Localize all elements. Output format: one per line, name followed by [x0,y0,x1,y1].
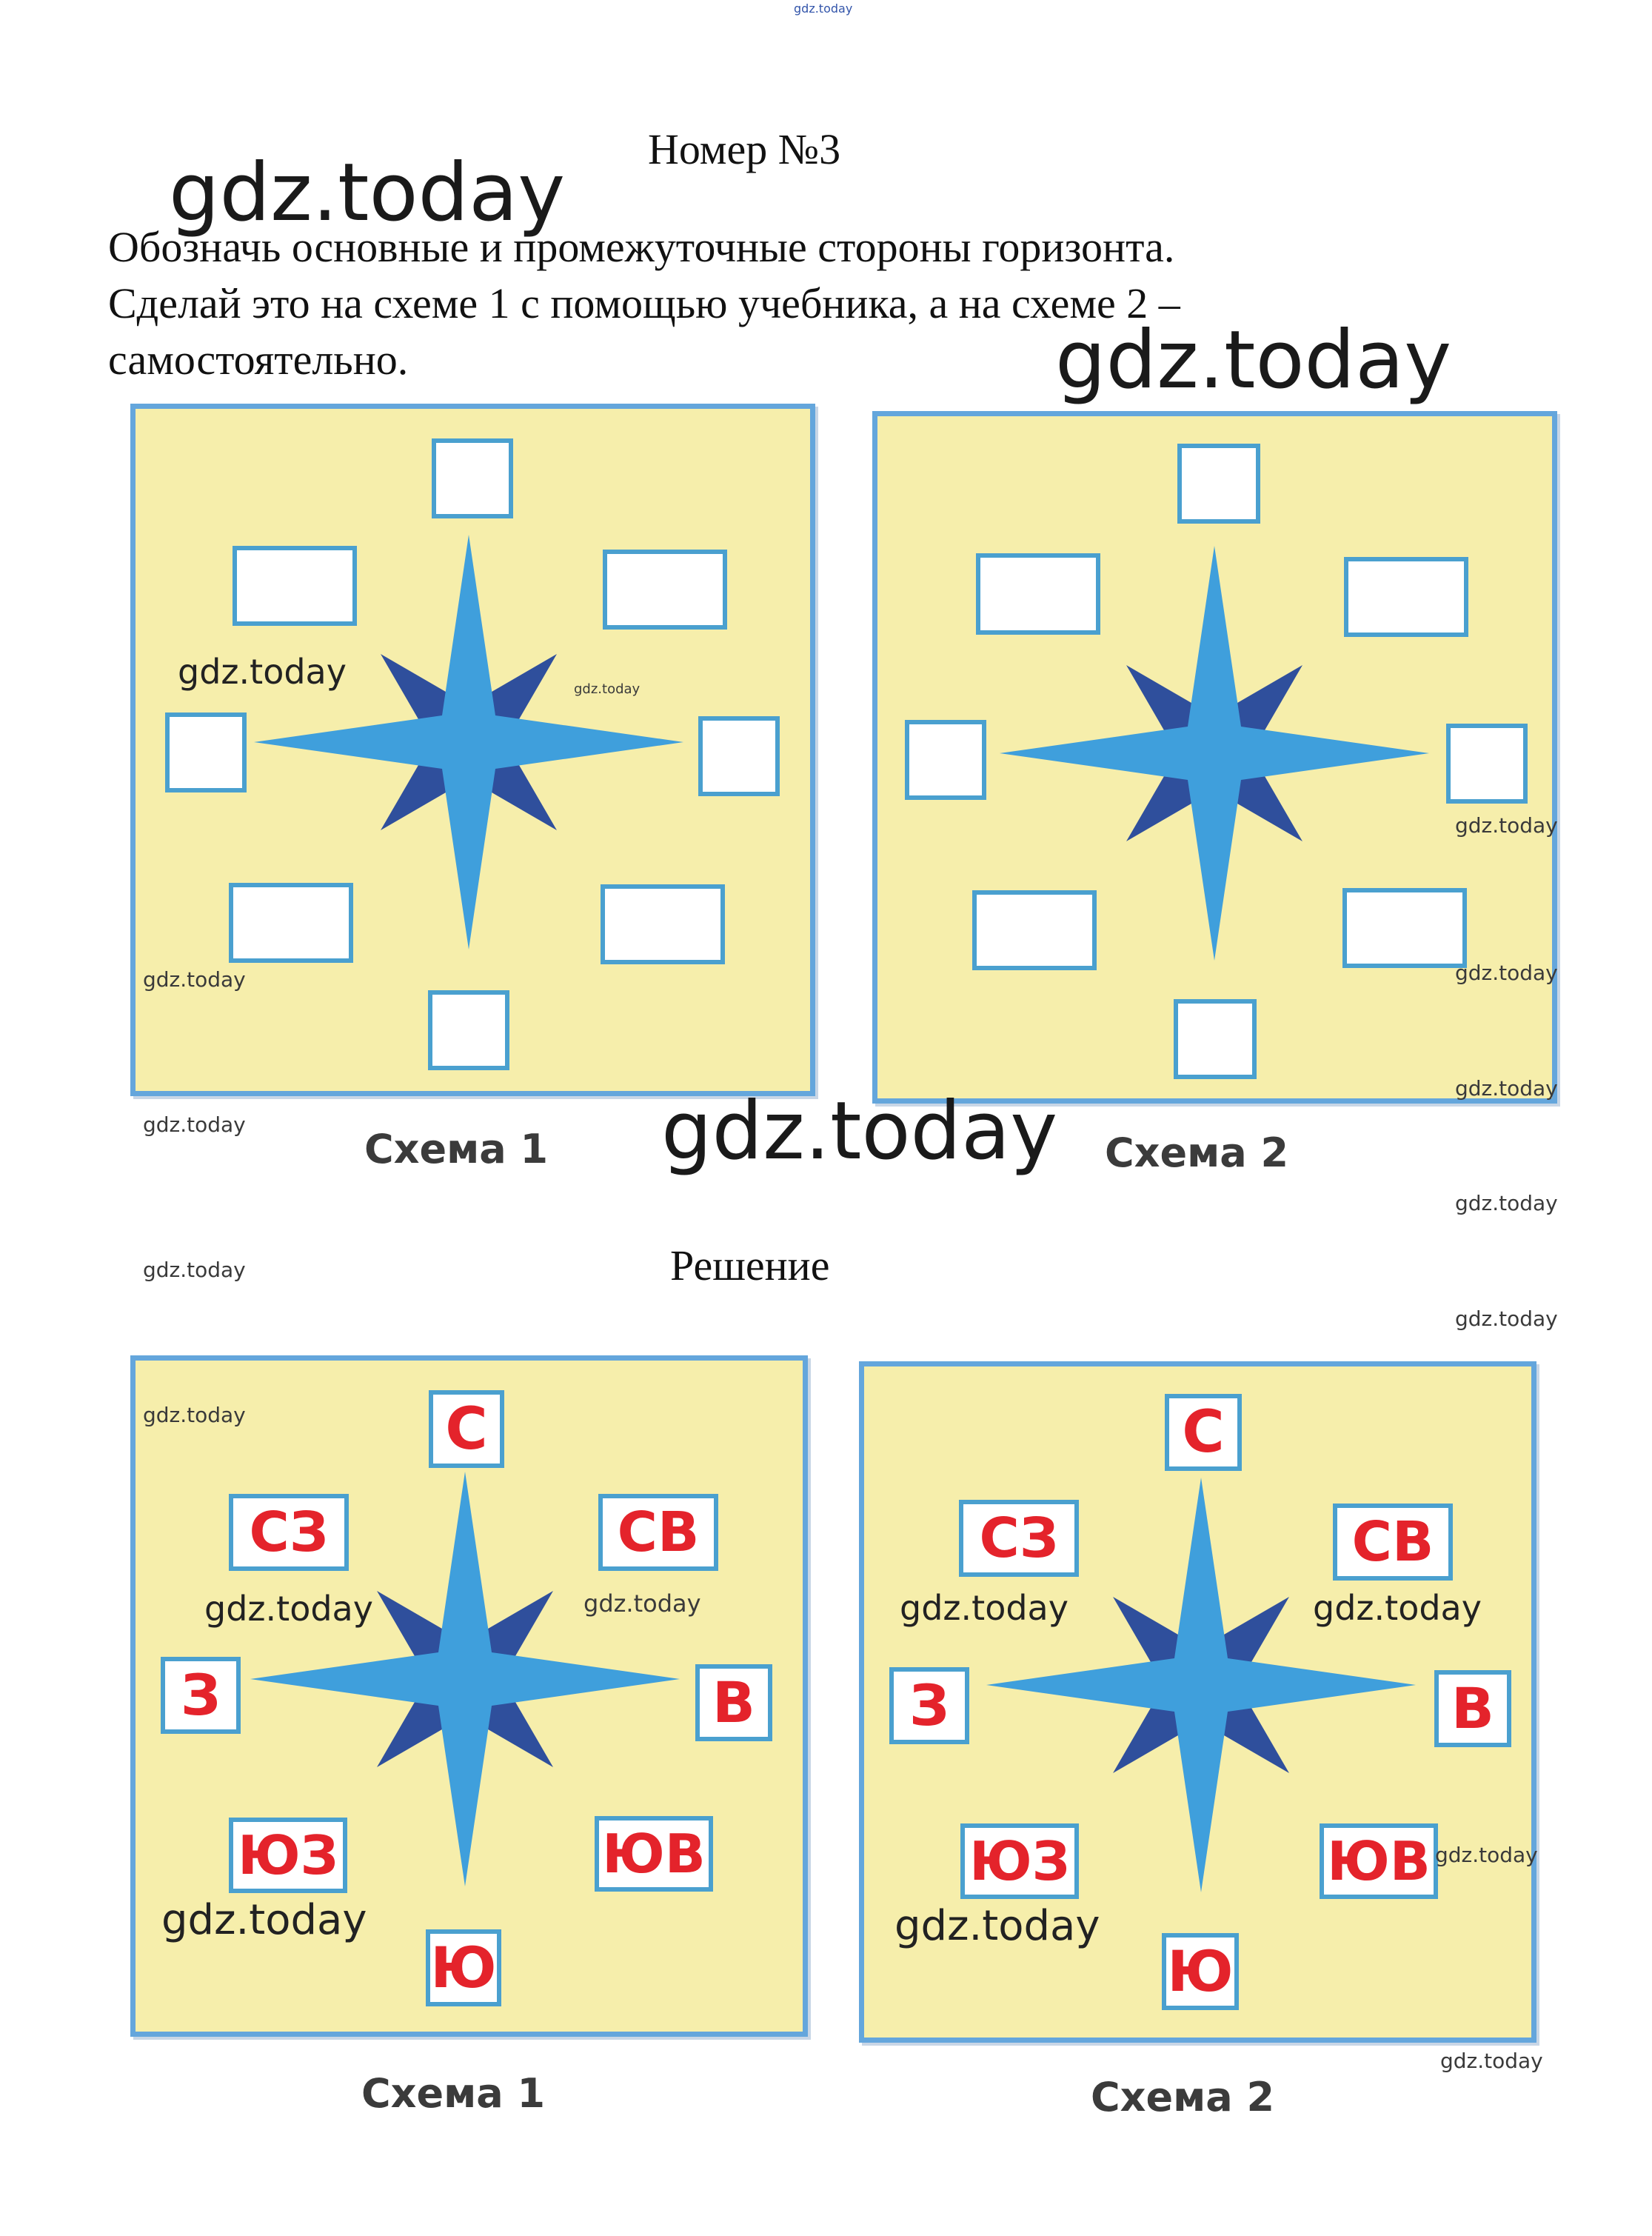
label-box-southwest[interactable] [972,890,1097,970]
task-line: Обозначь основные и промежуточные стороны горизонта. [108,223,1175,271]
watermark: gdz.today [1455,961,1558,985]
watermark: gdz.today [583,1589,701,1618]
watermark: gdz.today [143,1403,246,1427]
label-box-northeast[interactable] [603,550,727,630]
watermark: gdz.today [1440,2049,1543,2073]
direction-northwest: СЗ [959,1500,1079,1577]
watermark: gdz.today [143,1112,246,1137]
watermark: gdz.today [143,967,246,992]
watermark: gdz.today [661,1085,1058,1178]
watermark: gdz.today [143,1258,246,1282]
watermark: gdz.today [178,652,347,692]
direction-south: Ю [1162,1933,1239,2010]
label-box-southwest[interactable] [229,883,353,963]
direction-southwest: ЮЗ [960,1823,1079,1899]
task-text [108,219,1180,388]
watermark: gdz.today [204,1589,373,1629]
scheme1-solution-caption: Схема 1 [361,2070,546,2117]
label-box-north[interactable] [1177,444,1260,524]
scheme1-caption: Схема 1 [364,1126,549,1172]
watermark: gdz.today [794,1,853,16]
label-box-south[interactable] [1174,999,1257,1079]
label-box-southeast[interactable] [601,884,725,964]
task-line: Сделай это на схеме 1 с помощью учебника, а на схеме 2 – [108,279,1180,327]
direction-southwest: ЮЗ [229,1818,347,1893]
direction-northeast: СВ [1333,1504,1453,1581]
label-box-southeast[interactable] [1342,888,1467,968]
direction-west: З [161,1657,241,1734]
direction-southeast: ЮВ [1320,1823,1438,1899]
watermark: gdz.today [1455,1191,1558,1215]
direction-southeast: ЮВ [595,1816,713,1892]
watermark: gdz.today [1455,813,1558,838]
watermark: gdz.today [574,681,641,697]
task-number-heading: Номер №3 [648,125,841,173]
watermark: gdz.today [161,1896,367,1944]
watermark: gdz.today [1313,1588,1482,1628]
direction-northeast: СВ [598,1494,718,1571]
label-box-east[interactable] [1446,724,1528,804]
watermark: gdz.today [1455,1306,1558,1331]
label-box-northwest[interactable] [233,546,357,626]
watermark: gdz.today [1455,1076,1558,1101]
direction-west: З [889,1667,969,1744]
watermark: gdz.today [169,147,566,239]
direction-north: С [429,1390,504,1468]
direction-north: С [1165,1394,1242,1471]
label-box-northeast[interactable] [1344,557,1468,637]
direction-south: Ю [426,1929,501,2006]
direction-east: В [1434,1670,1511,1747]
label-box-northwest[interactable] [976,553,1100,635]
scheme2-task-panel [872,411,1557,1104]
label-box-east[interactable] [698,716,780,796]
watermark: gdz.today [1055,314,1452,407]
direction-northwest: СЗ [229,1494,349,1571]
label-box-south[interactable] [428,990,509,1070]
task-line: самостоятельно. [108,336,409,384]
direction-east: В [695,1664,772,1741]
scheme2-solution-caption: Схема 2 [1091,2074,1275,2120]
label-box-west[interactable] [905,720,986,800]
watermark: gdz.today [900,1588,1069,1628]
scheme2-caption: Схема 2 [1105,1129,1289,1176]
label-box-north[interactable] [432,438,513,518]
solution-heading: Решение [670,1241,830,1289]
scheme1-task-panel [130,404,815,1096]
label-box-west[interactable] [165,712,247,792]
watermark: gdz.today [894,1902,1100,1950]
watermark: gdz.today [1435,1843,1538,1867]
